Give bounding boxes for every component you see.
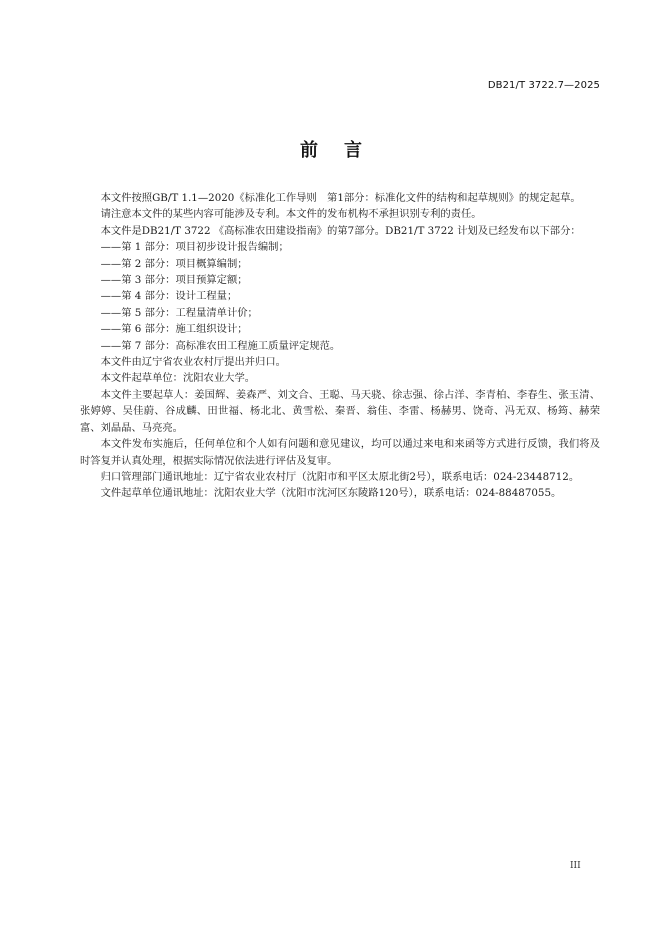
page-number: III [570,861,581,871]
paragraph-proposer: 本文件由辽宁省农业农村厅提出并归口。 [100,356,286,369]
list-item-part-7: ——第 7 部分：高标准农田工程施工质量评定规范。 [100,339,341,352]
paragraph-feedback: 本文件发布实施后，任何单位和个人如有问题和意见建议，均可以通过来电和来函等方式进行反馈，我们将及时答复并认真处理，根据实际情况依法进行评估及复审。 [80,438,600,467]
paragraph-authority-address: 归口管理部门通讯地址：辽宁省农业农村厅（沈阳市和平区太原北街2号），联系电话：024-23448712。 [100,470,580,483]
paragraph-drafters: 本文件主要起草人：姜国辉、姜森严、刘文合、王聪、马天骁、徐志强、徐占洋、李青柏、李春生、张玉清、张婷婷、吴佳蔚、谷成麟、田世福、杨北北、黄雪松、秦晋、翁佳、李雷、杨赫男、饶奇、冯无双、杨筠、赫荣富、刘晶晶、马亮亮。 [80,388,600,434]
list-item-part-4: ——第 4 部分：设计工程量； [100,290,238,303]
page-title: 前言 [300,140,388,161]
paragraph-drafting-rules: 本文件按照GB/T 1.1—2020《标准化工作导则 第1部分：标准化文件的结构和起草规则》的规定起草。 [100,192,581,204]
list-item-part-2: ——第 2 部分：项目概算编制； [100,257,248,270]
list-item-part-3: ——第 3 部分：项目预算定额； [100,274,248,287]
list-item-part-6: ——第 6 部分：施工组织设计； [100,323,248,336]
list-item-part-1: ——第 1 部分：项目初步设计报告编制； [100,241,289,254]
list-item-part-5: ——第 5 部分：工程量清单计价； [100,306,258,319]
paragraph-patent-notice: 请注意本文件的某些内容可能涉及专利。本文件的发布机构不承担识别专利的责任。 [100,208,482,221]
paragraph-series-intro: 本文件是DB21/T 3722 《高标准农田建设指南》的第7部分。DB21/T 3722 计划及已经发布以下部分： [100,224,581,237]
paragraph-drafter-address: 文件起草单位通讯地址：沈阳农业大学（沈阳市沈河区东陵路120号），联系电话：024-88487055。 [100,487,562,500]
foreword-body [80,190,600,502]
document-code: DB21/T 3722.7—2025 [487,80,600,91]
paragraph-drafting-unit: 本文件起草单位：沈阳农业大学。 [100,372,256,385]
